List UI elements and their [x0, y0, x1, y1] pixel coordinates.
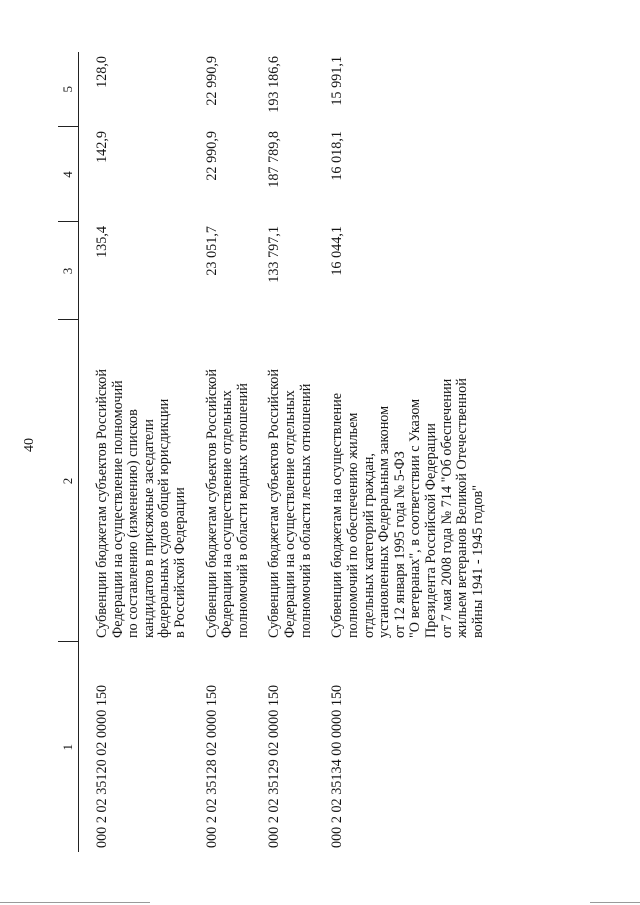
value-col-5: 193 186,6 [266, 56, 283, 113]
description-line: жильем ветеранов Великой Отечественной [454, 378, 471, 638]
budget-code: 000 2 02 35120 02 0000 150 [94, 684, 110, 848]
budget-code: 000 2 02 35129 02 0000 150 [266, 684, 283, 848]
value-col-3: 133 797,1 [266, 226, 283, 283]
description-line: полномочий в области водных отношений [234, 383, 251, 638]
description-line: Субвенции бюджетам субъектов Российской [203, 369, 220, 638]
table-row [251, 52, 314, 852]
header-col-4: 4 [58, 127, 79, 222]
value-col-4: 22 990,9 [203, 131, 220, 181]
budget-code: 000 2 02 35134 00 0000 150 [329, 684, 346, 848]
description-line: Субвенции бюджетам на осуществление [329, 392, 346, 638]
description-line: Федерации на осуществление отдельных [282, 390, 299, 638]
description-line: от 12 января 1995 года № 5-ФЗ [391, 451, 408, 638]
description-line: Президента Российской Федерации [422, 423, 439, 638]
row-description [314, 320, 486, 642]
header-col-1: 1 [59, 744, 75, 751]
table-row [314, 52, 486, 852]
value-col-4: 142,9 [94, 131, 110, 163]
description-line: "О ветеранах", в соответствии с Указом [407, 398, 424, 638]
budget-code: 000 2 02 35128 02 0000 150 [203, 684, 220, 848]
description-line: установленных Федеральным законом [376, 405, 393, 638]
description-line: полномочий в области лесных отношений [297, 383, 314, 638]
description-line: от 7 мая 2008 года № 714 "Об обеспечении [438, 378, 455, 638]
description-line: Федерации на осуществление отдельных [219, 390, 236, 638]
scan-artifact-line [590, 902, 640, 903]
scan-artifact-line [0, 902, 150, 903]
value-col-4: 187 789,8 [266, 131, 283, 188]
description-line: полномочий по обеспечению жильем [344, 412, 361, 638]
page-number: 40 [22, 438, 37, 452]
row-description [189, 320, 252, 642]
header-col-3: 3 [58, 222, 79, 320]
value-col-5: 15 991,1 [329, 56, 346, 106]
table-header-row [58, 52, 79, 852]
row-description [79, 320, 189, 642]
value-col-3: 16 044,1 [329, 226, 346, 276]
description-line: отдельных категорий граждан, [360, 453, 377, 638]
row-description [251, 320, 314, 642]
description-line: Федерации на осуществление полномочий [109, 380, 126, 638]
description-line: войны 1941 - 1945 годов" [469, 484, 486, 638]
rotated-page-content [58, 52, 524, 852]
description-line: кандидатов в присяжные заседатели [140, 419, 157, 638]
value-col-3: 135,4 [94, 226, 110, 258]
value-col-4: 16 018,1 [329, 131, 346, 181]
header-col-5: 5 [58, 52, 79, 127]
description-line: в Российской Федерации [172, 487, 189, 638]
header-col-2: 2 [58, 320, 79, 642]
table-row [189, 52, 252, 852]
value-col-5: 128,0 [94, 56, 110, 88]
value-col-5: 22 990,9 [203, 56, 220, 106]
description-line: федеральных судов общей юрисдикции [156, 398, 173, 638]
description-line: по составлению (изменению) списков [125, 409, 142, 638]
description-line: Субвенции бюджетам субъектов Российской [266, 369, 283, 638]
description-line: Субвенции бюджетам субъектов Российской [94, 369, 110, 638]
budget-table [58, 52, 486, 852]
table-row [79, 52, 189, 852]
value-col-3: 23 051,7 [203, 226, 220, 276]
